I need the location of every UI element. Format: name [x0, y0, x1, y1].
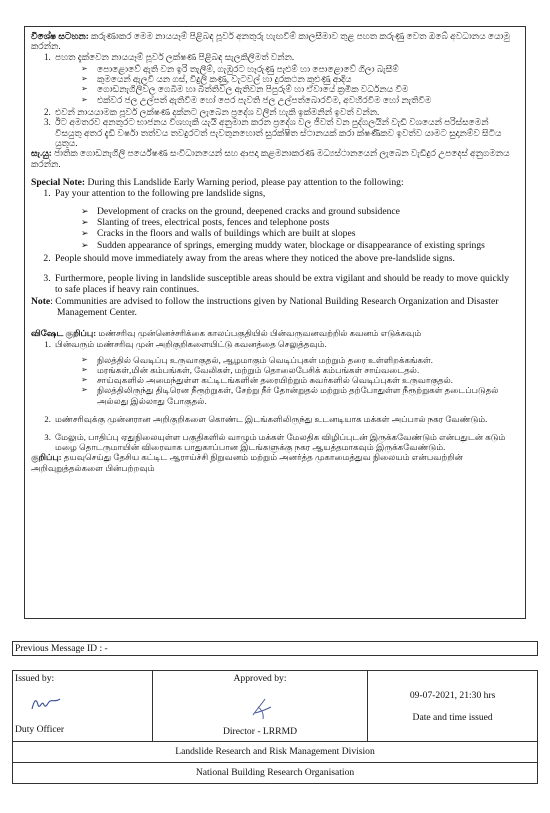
tamil-special-label: விஷேட குறிப்பு:	[31, 328, 97, 339]
tamil-item-1: 1. பின்வரும் மண்சரிவு முன் அறிகுறிகளையிட்டு கவனத்தை செலுத்தவும். ➢ நிலத்தில் வெடிப்பு உருவாகுதல், ஆழமாகும் வெடிப்புகள் மற்றும் தரை உள்ளிறக்கங்கள். ➢ மரங்கள்,மின் கம்பங்கள், வேலிகள், மற்றும் தொலைபேசிக் கம்பங்கள் சாய்வடைதல். ➢ சாய்வுகளில் அமைந்துள்ள கட்டிடங்களின் தரையிற்றும் சுவர்களில் வெடிப்புகள் உருவாகுதல். ➢ நிலத்திலிருந்து திடிரென நீரூற்றுகள், சேற்று நீர் தோன்றுதல் மற்றும் தற்போதுள்ள நீரூற்றுகள் தடைப்படுதல் அல்லது இல்லாது போகுதல்.	[53, 339, 517, 406]
tamil-note: குறிப்பு: தயவுசெய்து தேசிய கட்டிட ஆராய்ச்சி நிறுவனம் மற்றும் அனர்த்த முகாமைத்துவ நிலையம் என்பவற்றின் அறிவுறுத்தல்களை பின்பற்றவும்	[31, 452, 464, 473]
english-item-1: 1. Pay your attention to the following pre landslide signs, ➢ Development of cracks on the ground, deepened cracks and ground subsidence ➢ Slanting of trees, electrical posts, fences and telephone posts ➢ Cracks in the floors and walls of buildings which are built at slopes ➢ Sudden appearance of springs, emerging muddy water, blockage or disappearance of existing springs	[53, 188, 517, 251]
sinhala-item-3: 3. ඊට අමතරව අනතුරට භාජනය විශහැකි යැයි අනුමාන කරන ප්‍රදේශ වල ජීවත් වන පුද්ගලයින් වැඩි වශයෙන් පරිස්සමෙන් විසයුතු අතර දැඩි වර්ෂා තත්වය තවදුරටත් පැවතුනහොත් සුරක්ෂිත ස්ථානයක් කරා ක්ෂණිකව ඉවත්ව යාමට සුදානම්ව සිටිය යුතුය.	[53, 117, 517, 148]
english-bullet: ➢ Slanting of trees, electrical posts, fences and telephone posts	[81, 217, 517, 228]
english-note: Note: Communities are advised to follow the instructions given by National Building Research Organization and Disaster Management Center.	[31, 295, 499, 318]
sinhala-note: සැ.යු: ජාතික ගොඩනැගිලි පර්යේෂණ සංවිධානයෙන් සහ ආපදා කළමනාකරණ මධ්‍යස්ථානයෙන් ලැබෙන වැඩිදුර උපදෙස් අනුගමනය කරන්න.	[31, 148, 510, 169]
issued-by-role: Duty Officer	[15, 724, 65, 735]
approved-by-cell	[152, 671, 368, 742]
notice-box	[24, 26, 526, 619]
english-bullet: ➢ Sudden appearance of springs, emerging muddy water, blockage or disappearance of existing springs	[81, 240, 517, 251]
tamil-bullet: ➢ நிலத்திலிருந்து திடிரென நீரூற்றுகள், சேற்று நீர் தோன்றுதல் மற்றும் தற்போதுள்ள நீரூற்றுகள் தடைப்படுதல் அல்லது இல்லாது போகுதல்.	[81, 385, 517, 405]
date-cell	[368, 671, 538, 742]
sinhala-special-label: විශේෂ සටහන:	[31, 31, 89, 41]
sinhala-item-1: 1. පහත දැක්වෙන නායයෑම් පූර්ව ලක්ෂණ පිළිබඳ සැලකිලිමත් වන්න. ➢ පොළොවේ ඇති වන ඉරි තැලීම්, ගැඹුරට හෑරුණු පැළුම් හා පොළොවේ ගිලා බැසීම් ➢ කුමයෙන් ඇලවී යන ගස්, විදුලි කණු, වැටවල් හා දුරකථන කුළුණු ආදිය ➢ ගොඩනැගිලිවල ගෙබිම හා බිත්තිවල ඇතිවන පිපුරුම් හා ඒවායේ ක්‍රමික වර්ධනය වීම ➢ එක්වර ජල උල්පත් ඇතිවීම හෝ පෙර පැවති ජල උල්පත්බොරවීම, අවහිරවීම හෝ නැතිවීම	[53, 52, 517, 105]
tamil-note-label: குறிப்பு:	[31, 452, 62, 463]
sinhala-bullet: ➢ ගොඩනැගිලිවල ගෙබිම හා බිත්තිවල ඇතිවන පිපුරුම් හා ඒවායේ ක්‍රමික වර්ධනය වීම	[81, 84, 517, 94]
english-intro: Special Note: During this Landslide Early Warning period, please pay attention to the following:	[31, 176, 404, 188]
english-bullet: ➢ Development of cracks on the ground, deepened cracks and ground subsidence	[81, 206, 517, 217]
tamil-item-2: 2. மண்சரிவுக்கு முன்னரான அறிகுறிகளை கொண்ட இடங்களிலிருந்து உடனடியாக மக்கள் அப்பால் நகர வேண்டும்.	[53, 414, 517, 424]
approved-by-role: Director - LRRMD	[222, 726, 298, 737]
previous-message-id: Previous Message ID : -	[12, 641, 538, 656]
duty-officer-signature	[29, 693, 63, 713]
issue-datetime: 09-07-2021, 21:30 hrs	[409, 689, 496, 701]
approved-by-label: Approved by:	[233, 673, 287, 684]
issue-datetime-label: Date and time issued	[412, 711, 493, 723]
issued-by-cell	[13, 671, 153, 742]
english-item-3: 3. Furthermore, people living in landslide susceptible areas should be extra vigilant and should be ready to move quickly to safe places if heavy rain continues.	[53, 273, 517, 296]
issue-table	[12, 670, 538, 784]
tamil-section	[31, 328, 517, 472]
tamil-item-3: 3. மேலும், பாதிப்பு ஏதுநிலையுள்ள பகுதிகளில் வாழும் மக்கள் மேலதிக விழிப்புடன் இருக்கவேண்டும் என்பதுடன் கடும் மழை தொடருமாயின் விரைவாக பாதுகாப்பான இடங்களுக்கு நகர ஆயத்தமாகவும் இருக்கவேண்டும்.	[53, 432, 517, 452]
division-name: Landslide Research and Risk Management Division	[13, 742, 538, 763]
organisation-name: National Building Research Organisation	[13, 763, 538, 784]
issued-by-label: Issued by:	[15, 673, 55, 684]
tamil-intro: விஷேட குறிப்பு: மண்சரிவு முன்னெச்சரிக்கை காலப்பகுதியில் பின்வருவனவற்றில் கவனம் எடுக்கவும்	[31, 328, 422, 339]
tamil-bullet: ➢ சாய்வுகளில் அமைந்துள்ள கட்டிடங்களின் தரையிற்றும் சுவர்களில் வெடிப்புகள் உருவாகுதல்.	[81, 375, 517, 385]
tamil-bullet: ➢ நிலத்தில் வெடிப்பு உருவாகுதல், ஆழமாகும் வெடிப்புகள் மற்றும் தரை உள்ளிறக்கங்கள்.	[81, 355, 517, 365]
sinhala-item-2: 2. එවන් නායයාමක පූර්ව ලක්ෂණ දක්නට ලැබෙන ප්‍රදේශ වලින් හැකි ඉක්මනින් ඉවත් වන්න.	[53, 107, 517, 117]
english-special-label: Special Note:	[31, 176, 86, 188]
english-bullet: ➢ Cracks in the floors and walls of buildings which are built at slopes	[81, 228, 517, 239]
tamil-bullet: ➢ மரங்கள்,மின் கம்பங்கள், வேலிகள், மற்றும் தொலைபேசிக் கம்பங்கள் சாய்வடைதல்.	[81, 365, 517, 375]
sinhala-bullet: ➢ එක්වර ජල උල්පත් ඇතිවීම හෝ පෙර පැවති ජල උල්පත්බොරවීම, අවහිරවීම හෝ නැතිවීම	[81, 95, 517, 105]
english-note-label: Note	[31, 295, 51, 307]
sinhala-section	[31, 31, 517, 169]
sinhala-intro: විශේෂ සටහන: කරුණාකර මෙම නායයෑම් පිළිබඳ පූර්ව අනතුරු හැඟවීම් කාලසීමාව තුළ පහත කරුණු වෙත ඔබේ අවධානය යොමු කරන්න.	[31, 31, 510, 52]
sinhala-bullet: ➢ කුමයෙන් ඇලවී යන ගස්, විදුලි කණු, වැටවල් හා දුරකථන කුළුණු ආදිය	[81, 74, 517, 84]
english-section	[31, 177, 517, 318]
director-signature	[249, 695, 275, 721]
sinhala-note-label: සැ.යු:	[31, 148, 52, 159]
sinhala-bullet: ➢ පොළොවේ ඇති වන ඉරි තැලීම්, ගැඹුරට හෑරුණු පැළුම් හා පොළොවේ ගිලා බැසීම්	[81, 64, 517, 74]
english-item-2: 2. People should move immediately away from the areas where they noticed the above pre-landslide signs.	[53, 253, 517, 264]
